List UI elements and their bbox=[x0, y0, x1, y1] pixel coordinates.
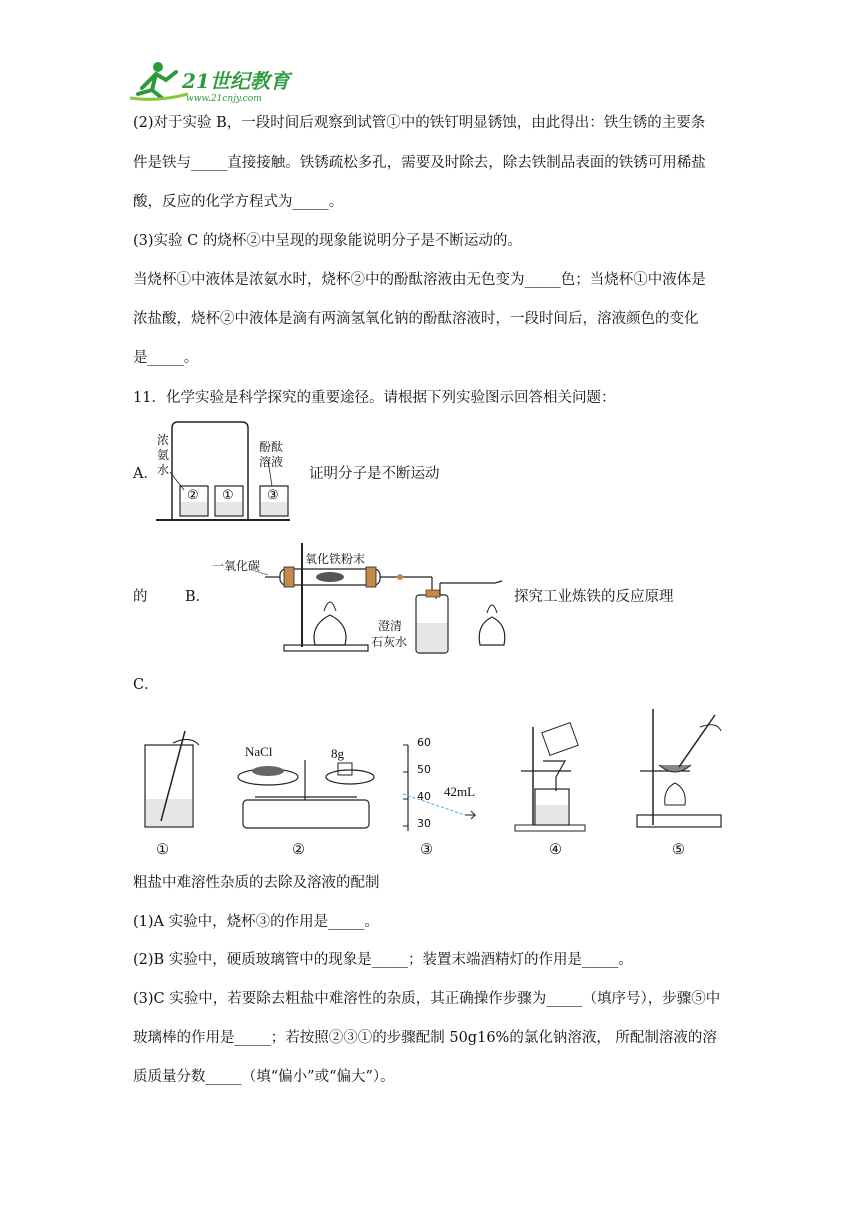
beaker-2-label: ② bbox=[187, 488, 199, 503]
q10-p3-line3: 浓盐酸，烧杯②中液体是滴有两滴氢氧化钠的酚酞溶液时，一段时间后，溶液颜色的变化 bbox=[133, 311, 699, 327]
q11-sub2: (2)B 实验中，硬质玻璃管中的现象是_____；装置末端酒精灯的作用是_____。 bbox=[133, 952, 633, 968]
label-mass: 8g bbox=[331, 746, 344, 761]
step5-evaporation-icon bbox=[637, 709, 721, 827]
step1-stirring-icon bbox=[145, 731, 199, 827]
q10-p2-line3: 酸，反应的化学方程式为_____。 bbox=[133, 194, 344, 210]
q10-p3-line2: 当烧杯①中液体是浓氨水时，烧杯②中的酚酞溶液由无色变为_____色；当烧杯①中液体是 bbox=[133, 272, 706, 288]
logo-brand: 21世纪教育 bbox=[182, 69, 290, 93]
q10-p3-line4: 是_____。 bbox=[133, 350, 199, 366]
cylinder-tick-30: 30 bbox=[417, 817, 431, 830]
q11-a-label: A． bbox=[133, 466, 158, 482]
label-limewater-1: 澄清 bbox=[378, 619, 403, 633]
step4-filtration-icon bbox=[515, 723, 585, 831]
q11-sub3-line2: 玻璃棒的作用是_____；若按照②③①的步骤配制 50g16%的氯化钠溶液， 所配制溶液的溶 bbox=[133, 1030, 717, 1046]
label-nacl: NaCl bbox=[245, 744, 273, 759]
step-label-3: ③ bbox=[420, 842, 433, 858]
q11-sub3-line3: 质质量分数_____（填“偏小”或“偏大”）。 bbox=[133, 1069, 395, 1085]
label-iron-oxide: 氧化铁粉末 bbox=[305, 552, 366, 566]
step-label-4: ④ bbox=[549, 842, 562, 858]
cylinder-tick-50: 50 bbox=[417, 763, 431, 776]
cylinder-tick-60: 60 bbox=[417, 736, 431, 749]
site-logo bbox=[128, 58, 308, 106]
beaker-3-label: ③ bbox=[267, 488, 279, 503]
q11-sub3-line1: (3)C 实验中，若要除去粗盐中难溶性的杂质，其正确操作步骤为_____（填序号），步骤⑤中 bbox=[133, 991, 721, 1007]
label-volume: 42mL bbox=[444, 784, 476, 799]
label-phenolphthalein: 酚酞溶液 bbox=[259, 440, 284, 469]
q11-sub1: (1)A 实验中，烧杯③的作用是_____。 bbox=[133, 914, 379, 930]
q11-c-caption: 粗盐中难溶性杂质的去除及溶液的配制 bbox=[133, 875, 380, 891]
step-label-2: ② bbox=[292, 842, 305, 858]
q11-a-caption: 证明分子是不断运动 bbox=[309, 466, 440, 482]
q11-b-label: B． bbox=[185, 589, 211, 605]
step2-balance-icon bbox=[238, 760, 374, 828]
q11-intro: 11．化学实验是科学探究的重要途径。请根据下列实验图示回答相关问题： bbox=[133, 390, 616, 406]
q10-p2-line1: (2)对于实验 B，一段时间后观察到试管①中的铁钉明显锈蚀，由此得出：铁生锈的主要条 bbox=[133, 115, 706, 131]
label-limewater-2: 石灰水 bbox=[371, 635, 408, 649]
q10-p2-line2: 件是铁与_____直接接触。铁锈疏松多孔，需要及时除去，除去铁制品表面的铁锈可用稀盐 bbox=[133, 155, 706, 171]
runner-icon bbox=[130, 62, 188, 99]
logo-url: www.21cnjy.com bbox=[186, 94, 262, 104]
beaker-1-label: ① bbox=[222, 488, 234, 503]
figure-c-salt-steps bbox=[135, 705, 735, 855]
cylinder-tick-40: 40 bbox=[417, 790, 431, 803]
step-label-5: ⑤ bbox=[672, 842, 685, 858]
q11-b-caption: 探究工业炼铁的反应原理 bbox=[514, 589, 674, 605]
q11-b-prefix: 的 bbox=[133, 589, 148, 605]
q10-p3-line1: (3)实验 C 的烧杯②中呈现的现象能说明分子是不断运动的。 bbox=[133, 233, 522, 249]
label-carbon-monoxide: 一氧化碳 bbox=[212, 559, 261, 573]
step-label-1: ① bbox=[156, 842, 169, 858]
q11-c-label: C． bbox=[133, 677, 159, 693]
label-conc-ammonia: 浓氨水 bbox=[157, 433, 170, 477]
figure-a-beakers bbox=[150, 420, 300, 525]
